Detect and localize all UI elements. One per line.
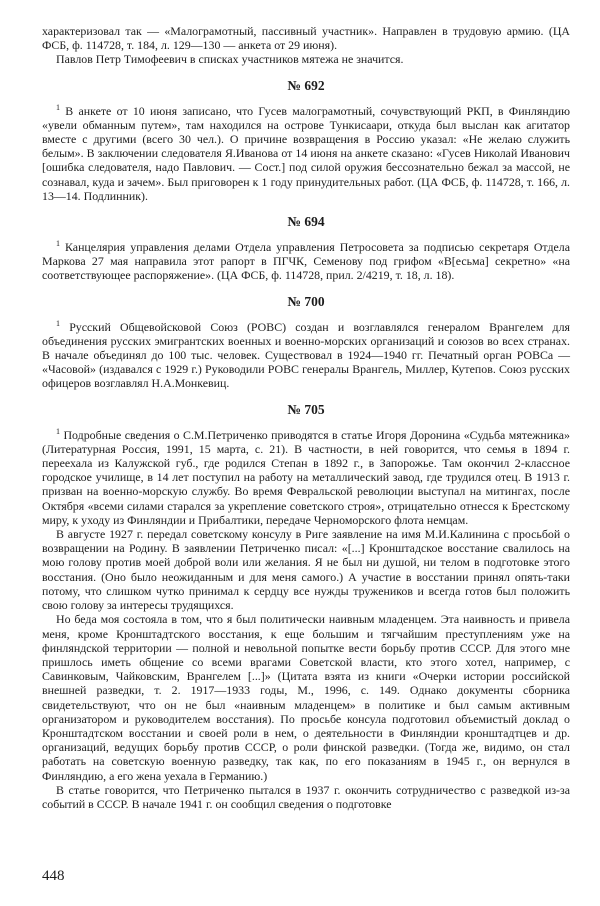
note-paragraph [42,320,570,391]
top-paragraph-continuation: характеризовал так — «Малограмотный, пассивный участник». Направлен в трудовую армию. (ЦА ФСБ, ф. 114728, т. 184, л. 129—130 — анкета от 29 июня). [42,24,570,53]
note-paragraph [42,104,570,203]
footnote-marker: 1 [56,239,60,249]
section-heading: № 694 [287,214,325,230]
note-section-694 [42,214,570,283]
page-number: 448 [42,868,65,884]
note-paragraph: Но беда моя состояла в том, что я был политически наивным младенцем. Эта наивность и привела меня, кроме Кронштадтского восстания, к еще большим и тягчайшим преступлениям уже на финляндской территории — полной и невольной попытке вести борьбу против СССР. Для этого мне пришлось иметь общение со всеми врагами Советской власти, кто этого хотел, например, с Савинковым, Чайковским, Врангелем [...]» (Цитата взята из книги «Очерки истории российской внешней разведки, т. 2. 1917—1933 годы, М., 1996, с. 149. Однако документы сборника свидетельствуют, что он не был «наивным младенцем» в политике и был самым активным организатором и руководителем восстания). По просьбе консула подготовил объемистый доклад о Кронштадтском восстании и своей роли в нем, о деятельности в Финляндии кронштадтцев и др. организаций, ведущих борьбу против СССР, о роли финской разведки. (Тогда же, видимо, он стал работать на советскую военную разведку, так как, по его показаниям в 1945 г., он вернулся в Финляндию, а его жена уехала в Германию.) [42,612,570,783]
footnote-marker: 1 [56,318,60,328]
section-heading: № 705 [287,401,325,417]
note-text: Русский Общевойсковой Союз (РОВС) создан и возглавлялся генералом Врангелем для объединения русских эмигрантских военных и военно-морских организаций и союзов во всех странах. В начале объединял до 100 тыс. человек. Существовал в 1924—1940 гг. Печатный орган РОВСа — «Часовой» (издавался с 1929 г.) Руководили РОВС генералы Врангель, Миллер, Кутепов. Союз русских офицеров возглавлял Н.А.Монкевиц. [42,319,570,391]
footnote-marker: 1 [56,426,60,436]
section-heading: № 692 [287,77,325,93]
note-paragraph: В августе 1927 г. передал советскому консулу в Риге заявление на имя М.И.Калинина с просьбой о возвращении на Родину. В заявлении Петриченко писал: «[...] Кронштадское восстание свалилось на мою голову против моей доброй воли или желания. Я не был ни душой, ни телом в подготовке этого восстания. (Оно было неожиданным и для меня самого.) А участие в восстании принял опять-таки потому, что слишком чутко принимал к сердцу все нужды тружеников и всегда готов был положить свою голову за интересы трудящихся. [42,527,570,613]
note-text: Канцелярия управления делами Отдела управления Петросовета за подписью секретаря Отдела Маркова 27 мая направила этот рапорт в ПГЧК, Семенову под грифом «В[есьма] секретно» «на соответствующее распоряжение». (ЦА ФСБ, ф. 114728, прил. 2/4219, т. 18, л. 18). [42,240,570,283]
note-section-692 [42,78,570,203]
footnote-marker: 1 [56,102,60,112]
note-text: В анкете от 10 июня записано, что Гусев малограмотный, сочувствующий РКП, в Финляндию «увели обманным путем», там находился на острове Тункисаари, откуда был выслан как агитатор вместе с другими (всего 30 чел.). О причине возвращения в Россию указал: «Не желаю служить белым». В заключении следователя Я.Иванова от 14 июня на анкете сказано: «Гусев Николай Иванович [ошибка следователя, надо Павлович. — Сост.] под силой оружия бессознательно бежал за массой, не сознавал, куда и зачем». Был приговорен к 1 году принудительных работ. (ЦА ФСБ, ф. 114728, т. 166, л. 13—14. Подлинник). [42,103,570,203]
note-text: Подробные сведения о С.М.Петриченко приводятся в статье Игоря Доронина «Судьба мятежника» (Литературная Россия, 1991, 15 марта, с. 21). В частности, в ней говорится, что семья в 1894 г. переехала из Калужской губ., где родился Степан в 1892 г., в Запорожье. Там окончил 2-классное городское училище, в 14 лет поступил на работу на металлический завод, где трудился отец. В 1913 г. призван на военно-морскую службу. Во время Февральской революции выступал на митингах, после Октября «всеми силами старался за укрепление советского строя», отрицательно отнесся к Брестскому миру, к уходу из Финляндии и Прибалтики, передаче Черноморского флота немцам. [42,427,570,527]
top-paragraph: Павлов Петр Тимофеевич в списках участников мятежа не значится. [56,52,404,67]
note-section-700 [42,294,570,391]
note-paragraph [42,240,570,283]
section-heading: № 700 [287,293,325,309]
note-section-705 [42,402,570,811]
note-paragraph [42,428,570,527]
note-paragraph: В статье говорится, что Петриченко пытался в 1937 г. окончить сотрудничество с разведкой из-за событий в СССР. В начале 1941 г. он сообщил сведения о подготовке [42,782,570,811]
